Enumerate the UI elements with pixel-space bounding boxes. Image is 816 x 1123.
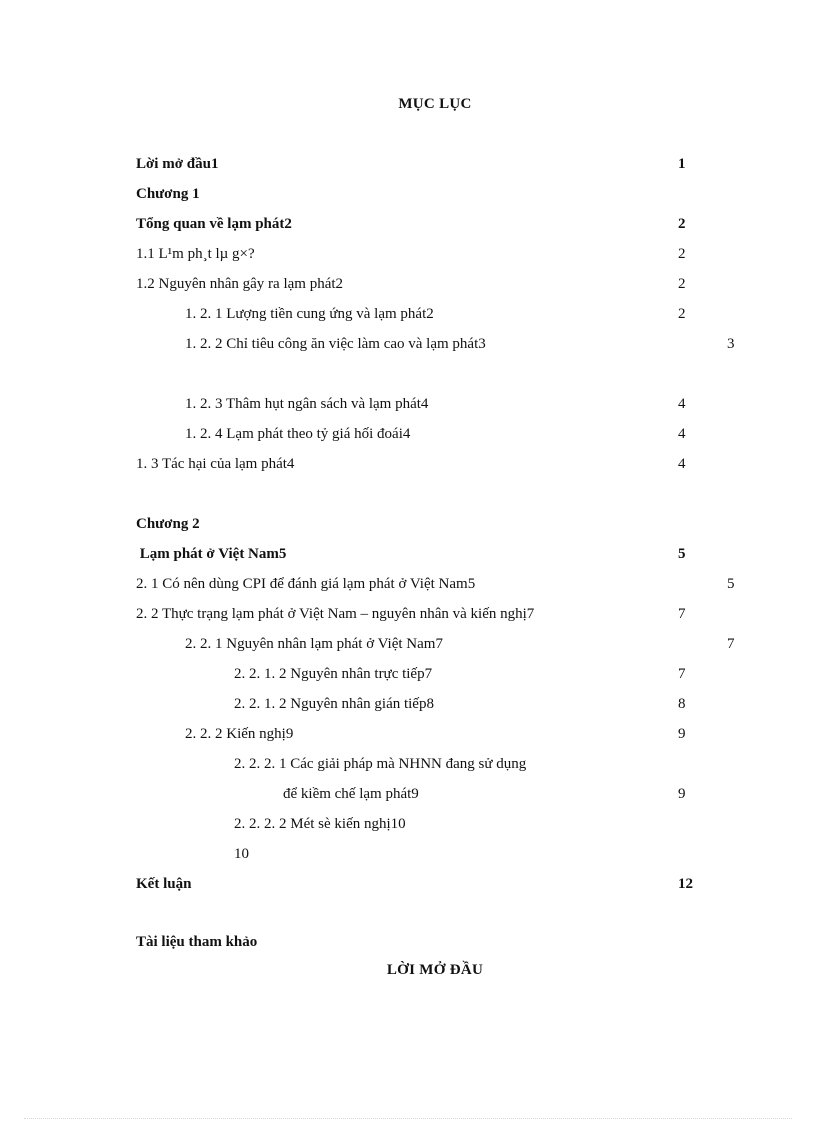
toc-entry	[136, 273, 696, 295]
toc-entry-text: Lời mở đầu1	[136, 156, 219, 172]
toc-entry-page: 5	[678, 546, 686, 562]
toc-entry	[136, 243, 696, 265]
toc-entry	[234, 693, 704, 715]
toc-entry-text: 1. 3 Tác hại của lạm phát4	[136, 456, 295, 472]
toc-entry	[136, 573, 746, 595]
toc-entry	[136, 153, 696, 175]
toc-entry	[136, 931, 696, 953]
toc-entry	[136, 213, 696, 235]
toc-entry	[185, 423, 705, 445]
toc-entry-text: để kiềm chế lạm phát9	[283, 786, 419, 802]
toc-entry	[185, 393, 705, 415]
toc-entry-text: 1.2 Nguyên nhân gây ra lạm phát2	[136, 276, 344, 292]
toc-entry	[136, 513, 696, 535]
toc-entry	[283, 783, 703, 805]
toc-entry	[234, 663, 704, 685]
toc-entry-text: 1. 2. 3 Thâm hụt ngân sách và lạm phát4	[185, 396, 429, 412]
toc-entry	[185, 303, 705, 325]
toc-entry-text: 2. 2. 2. 1 Các giải pháp mà NHNN đang sử dụng	[234, 756, 527, 772]
toc-entry-page: 7	[727, 636, 735, 652]
toc-entry	[136, 543, 696, 565]
toc-entry-text: 1. 2. 2 Chỉ tiêu công ăn việc làm cao và lạm phát3	[185, 336, 486, 352]
toc-entry-text: 2. 1 Có nên dùng CPI để đánh giá lạm phát ở Việt Nam5	[136, 576, 476, 592]
toc-entry-page: 8	[678, 696, 686, 712]
toc-entry-text: 2. 2. 1. 2 Nguyên nhân gián tiếp8	[234, 696, 434, 712]
page-title: MỤC LỤC	[398, 96, 472, 112]
toc-entry-page: 4	[678, 426, 686, 442]
toc-entry-text: 2. 2. 2. 2 Mét sè kiến nghị10	[234, 816, 406, 832]
toc-entry	[136, 603, 696, 625]
toc-entry-page: 9	[678, 726, 686, 742]
toc-entry-text: 2. 2. 1 Nguyên nhân lạm phát ở Việt Nam7	[185, 636, 443, 652]
toc-entry-page: 4	[678, 396, 686, 412]
toc-entry-page: 2	[678, 246, 686, 262]
toc-entry-text: Tài liệu tham khảo	[136, 934, 258, 950]
toc-entry	[234, 843, 704, 865]
toc-entry-text: 2. 2 Thực trạng lạm phát ở Việt Nam – nguyên nhân và kiến nghị7	[136, 606, 535, 622]
toc-entry-text: 2. 2. 1. 2 Nguyên nhân trực tiếp7	[234, 666, 433, 682]
toc-entry	[234, 753, 704, 775]
toc-entry-page: 5	[727, 576, 735, 592]
toc-entry-text: Kết luận	[136, 876, 192, 892]
toc-entry-text: Tổng quan về lạm phát2	[136, 216, 292, 232]
toc-entry-page: 7	[678, 606, 686, 622]
toc-entry-text: 1.1 L¹m ph¸t lµ g×?	[136, 246, 255, 262]
toc-entry	[136, 453, 696, 475]
toc-entry-text: Lạm phát ở Việt Nam5	[136, 546, 287, 562]
toc-entry-page: 1	[678, 156, 686, 172]
toc-entry-page: 4	[678, 456, 686, 472]
toc-entry	[185, 723, 705, 745]
toc-entry-text: 2. 2. 2 Kiến nghị9	[185, 726, 294, 742]
toc-entry	[185, 333, 745, 355]
toc-entry-page: 9	[678, 786, 686, 802]
toc-entry	[234, 813, 704, 835]
toc-entry	[136, 873, 701, 895]
toc-entry-text: Chương 1	[136, 186, 200, 202]
toc-entry-page: 12	[678, 876, 693, 892]
section-heading: LỜI MỞ ĐẦU	[386, 962, 484, 978]
toc-entry-page: 3	[727, 336, 735, 352]
toc-entry-page: 2	[678, 276, 686, 292]
toc-entry-page: 7	[678, 666, 686, 682]
toc-entry-text: 1. 2. 4 Lạm phát theo tỷ giá hối đoái4	[185, 426, 411, 442]
toc-entry-text: 1. 2. 1 Lượng tiền cung ứng và lạm phát2	[185, 306, 434, 322]
page-bottom-rule	[24, 1118, 792, 1119]
toc-entry-text: 10	[234, 846, 249, 862]
toc-entry	[136, 183, 696, 205]
toc-entry-text: Chương 2	[136, 516, 200, 532]
toc-entry-page: 2	[678, 216, 686, 232]
toc-entry	[185, 633, 745, 655]
toc-entry-page: 2	[678, 306, 686, 322]
